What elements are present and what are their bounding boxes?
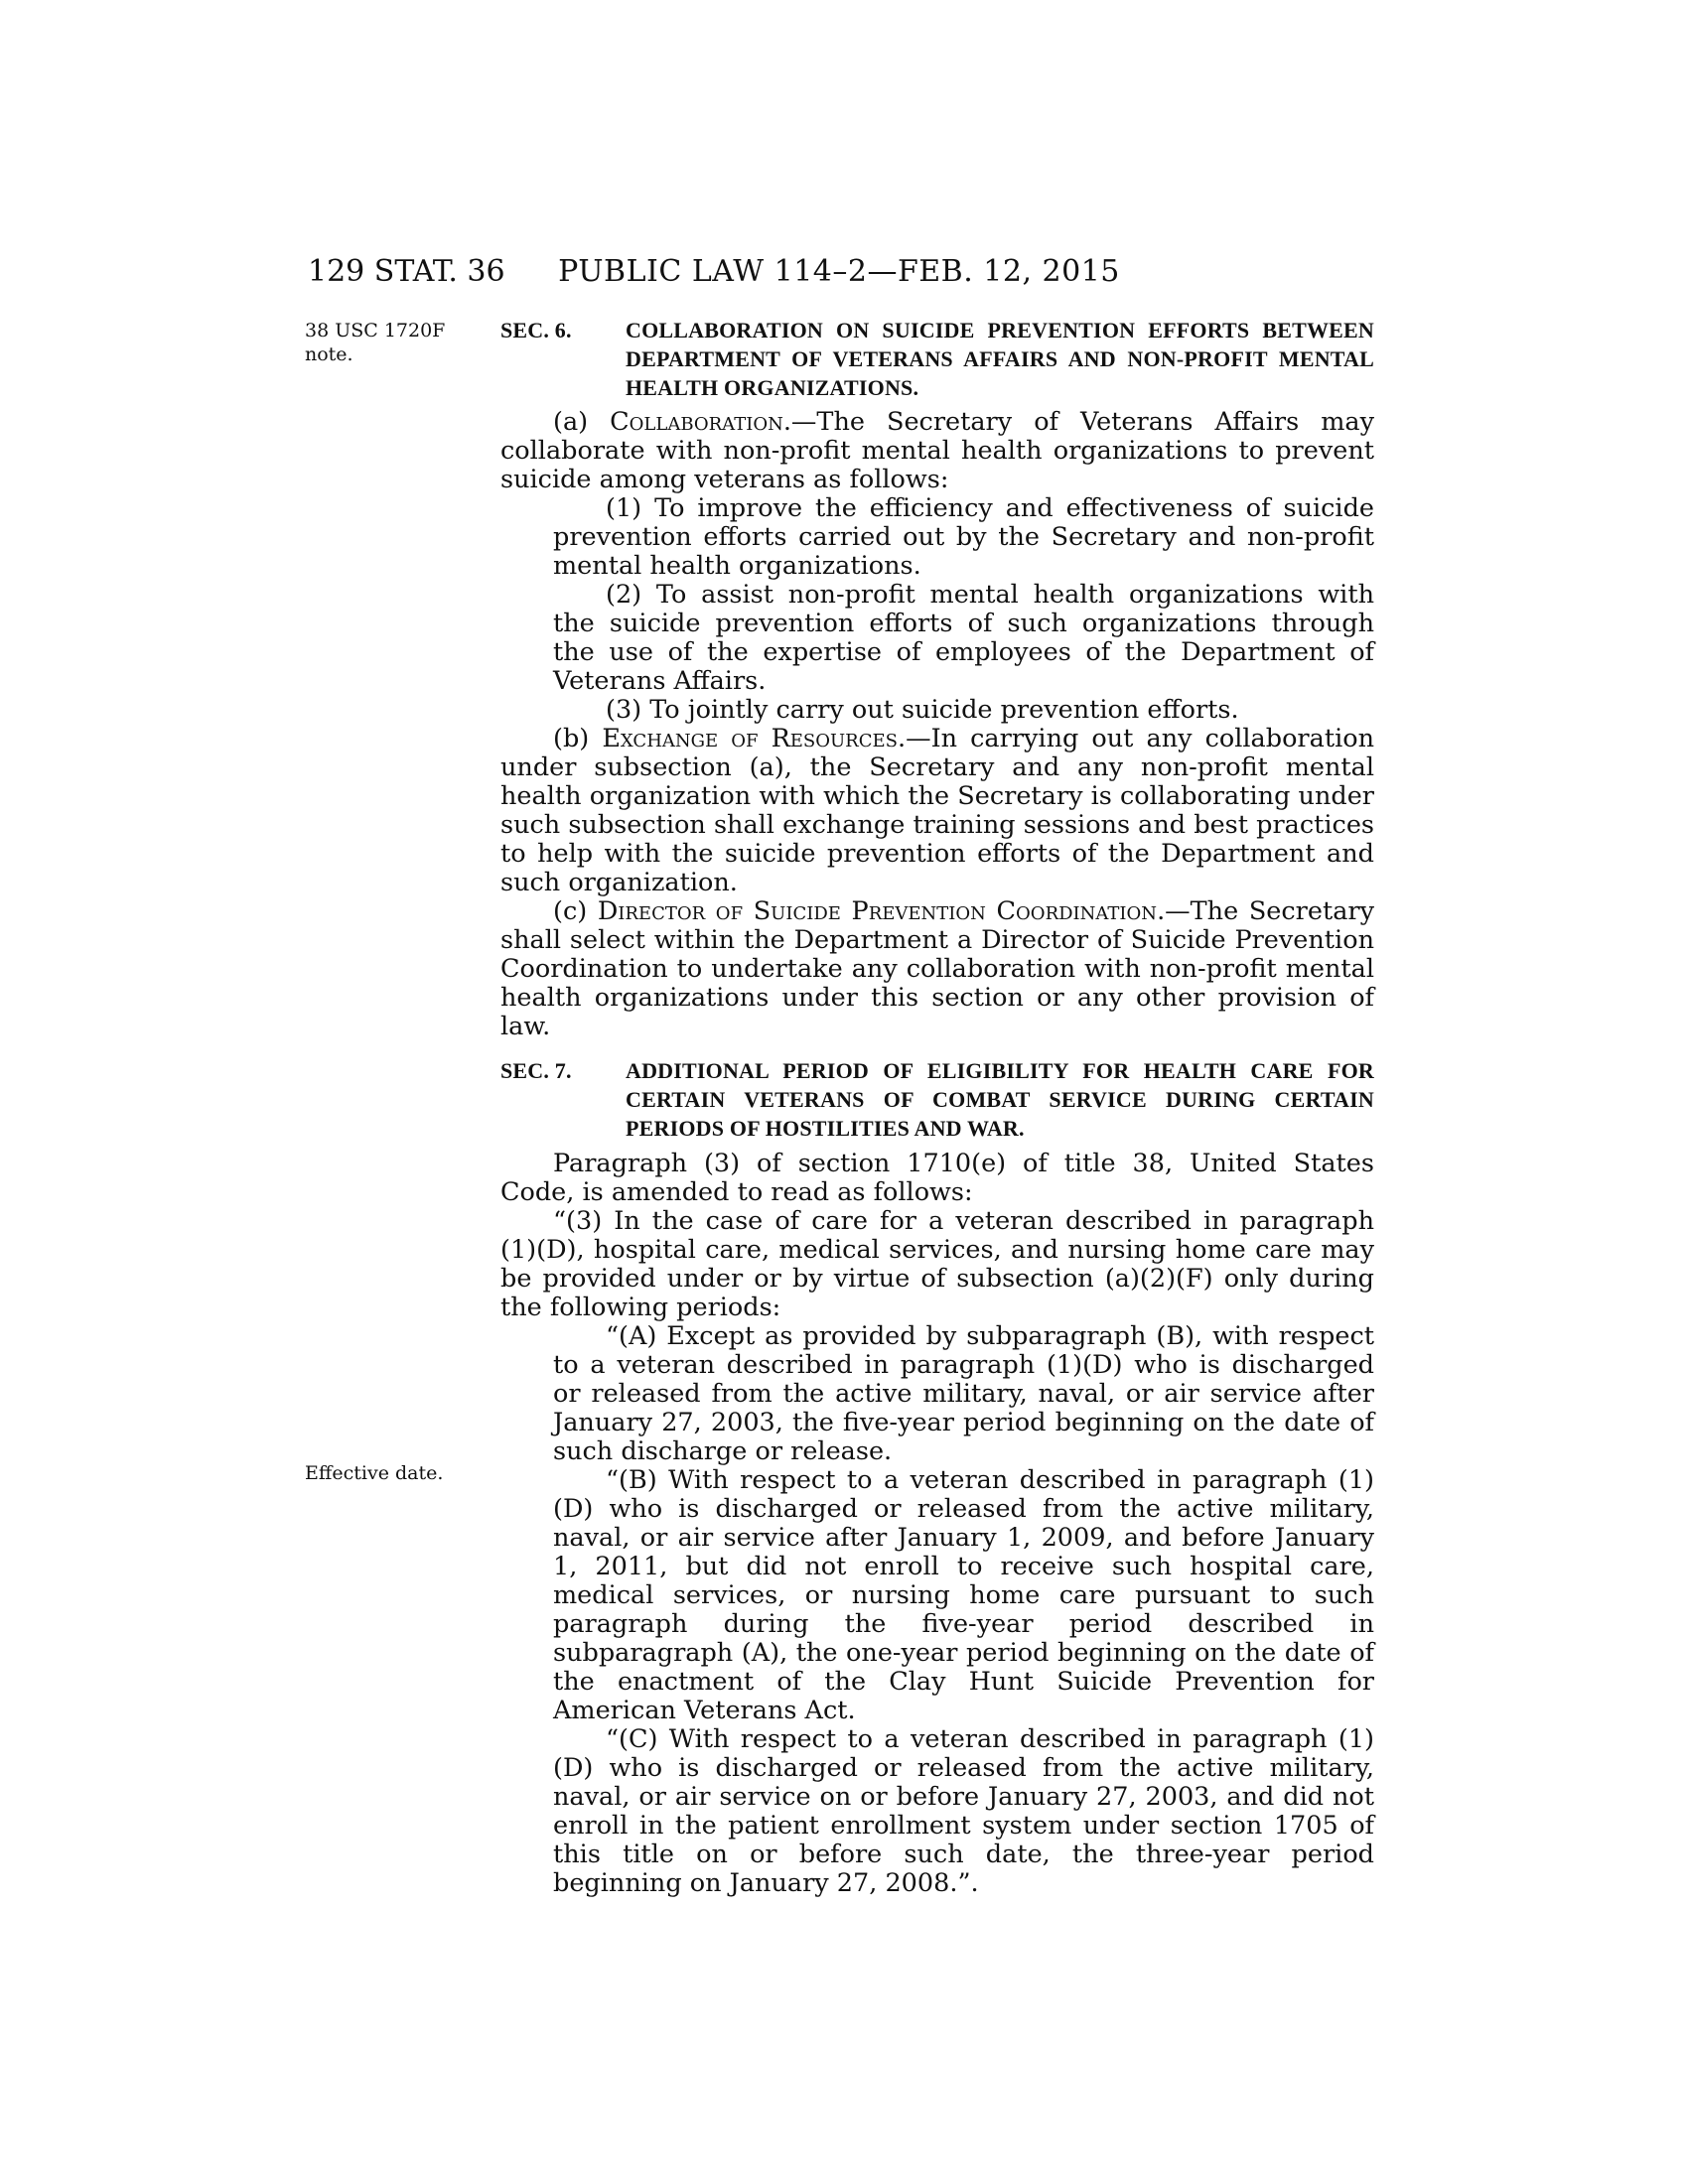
margin-note-citation: 38 USC 1720F note.: [305, 320, 446, 365]
section-7-label: SEC. 7.: [500, 1058, 572, 1083]
subsection-c-text: .—The Secretary shall select within the Department a Director of Suicide Prevention Coordination to undertake any collaboration with non-profit mental health organizations under this section or any other provision of law.: [500, 896, 1375, 1041]
subsection-c: [500, 897, 1374, 1041]
section-6-label: SEC. 6.: [500, 318, 572, 342]
section-7-intro: Paragraph (3) of section 1710(e) of title 38, United States Code, is amended to read as follows:: [500, 1149, 1374, 1207]
subsection-b: [500, 725, 1374, 897]
subsection-a-marker: (a): [553, 407, 611, 437]
quoted-subparagraph-b: “(B) With respect to a veteran described in paragraph (1)(D) who is discharged or released from the active military, naval, or air service after January 1, 2009, and before January 1, 2011, but did not enroll to receive such hospital care, medical services, or nursing home care pursuant to such paragraph during the five-year period described in subparagraph (A), the one-year period beginning on the date of the enactment of the Clay Hunt Suicide Prevention for American Veterans Act.: [553, 1465, 1374, 1725]
section-7-heading: [500, 1056, 1374, 1143]
margin-note-effective-date: Effective date.: [305, 1462, 444, 1484]
paragraph-a1: (1) To improve the efficiency and effectiveness of suicide prevention efforts carried out by the Secretary and non-profit mental health organizations.: [553, 493, 1374, 581]
subsection-a-heading: Collaboration: [610, 407, 783, 437]
subsection-b-heading: Exchange of Resources: [602, 724, 898, 753]
subsection-a-text: .—The Secretary of Veterans Affairs may collaborate with non-profit mental health organizations to prevent suicide among veterans as follows:: [500, 407, 1374, 494]
section-6-body: [500, 408, 1374, 1041]
page-reference: 129 STAT. 36: [308, 254, 505, 289]
subsection-b-text: .—In carrying out any collaboration under subsection (a), the Secretary and any non-profit mental health organization with which the Secretary is collaborating under such subsection shall exchange training sessions and best practices to help with the suicide prevention efforts of the Department and such organization.: [500, 724, 1375, 897]
quoted-paragraph-3: “(3) In the case of care for a veteran described in paragraph (1)(D), hospital care, medical services, and nursing home care may be provided under or by virtue of subsection (a)(2)(F) only during the following periods:: [500, 1206, 1374, 1322]
section-6-heading: [500, 316, 1374, 402]
paragraph-a2: (2) To assist non-profit mental health organizations with the suicide prevention efforts of such organizations through the use of the expertise of employees of the Department of Veterans Affairs.: [553, 580, 1374, 696]
quoted-subparagraph-a: “(A) Except as provided by subparagraph (B), with respect to a veteran described in paragraph (1)(D) who is discharged or released from the active military, naval, or air service after January 27, 2003, the five-year period beginning on the date of such discharge or release.: [553, 1321, 1374, 1466]
subsection-b-marker: (b): [553, 724, 603, 753]
section-7-body: [500, 1150, 1374, 1898]
subsection-a: [500, 408, 1374, 494]
subsection-c-heading: Director of Suicide Prevention Coordination: [597, 896, 1158, 926]
paragraph-a3: (3) To jointly carry out suicide prevention efforts.: [606, 695, 1239, 725]
section-7-title: ADDITIONAL PERIOD OF ELIGIBILITY FOR HEALTH CARE FOR CERTAIN VETERANS OF COMBAT SERVICE DURING CERTAIN PERIODS OF HOSTILITIES AND WAR.: [626, 1058, 1374, 1141]
quoted-subparagraph-c: “(C) With respect to a veteran described in paragraph (1)(D) who is discharged or released from the active military, naval, or air service on or before January 27, 2003, and did not enroll in the patient enrollment system under section 1705 of this title on or before such date, the three-year period beginning on January 27, 2008.”.: [553, 1724, 1374, 1898]
section-6-title: COLLABORATION ON SUICIDE PREVENTION EFFORTS BETWEEN DEPARTMENT OF VETERANS AFFAIRS AND NON-PROFIT MENTAL HEALTH ORGANIZATIONS.: [626, 318, 1374, 400]
page-header: [308, 250, 1370, 294]
subsection-c-marker: (c): [553, 896, 598, 926]
running-head: PUBLIC LAW 114–2—FEB. 12, 2015: [558, 254, 1120, 289]
